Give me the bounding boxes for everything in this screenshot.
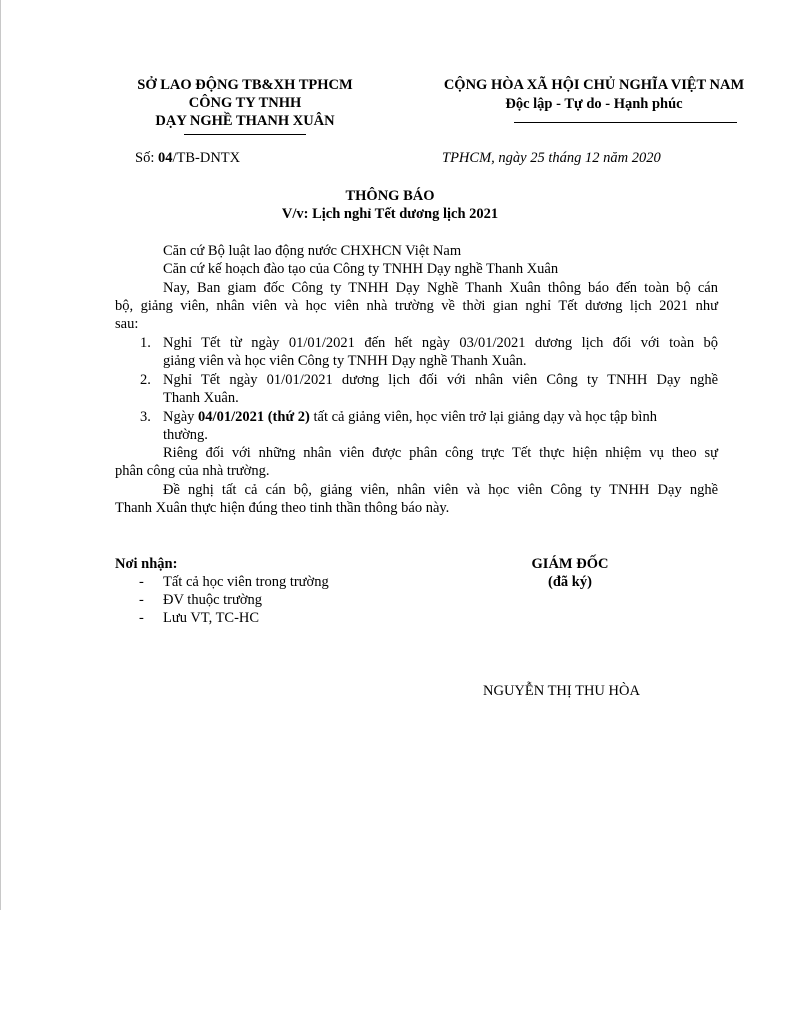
signer-name: NGUYỄN THỊ THU HÒA bbox=[483, 683, 640, 699]
page-left-edge bbox=[0, 0, 1, 910]
company-type: CÔNG TY TNHH bbox=[188, 95, 302, 111]
recipient-item: Tất cả học viên trong trường bbox=[163, 574, 329, 590]
header-left-underline bbox=[184, 134, 306, 135]
basis-line: Căn cứ kế hoạch đào tạo của Công ty TNHH Dạy nghề Thanh Xuân bbox=[163, 261, 559, 277]
item-text: Nghỉ Tết từ ngày 01/01/2021 đến hết ngày 03/01/2021 dương lịch đối với toàn bộ bbox=[163, 335, 718, 351]
item-text: Thanh Xuân. bbox=[163, 390, 239, 406]
recipient-item: ĐV thuộc trường bbox=[163, 592, 263, 608]
recipient-bullet: - bbox=[139, 574, 144, 590]
request-paragraph-line: Thanh Xuân thực hiện đúng theo tinh thần thông báo này. bbox=[115, 500, 450, 516]
document-title: THÔNG BÁO bbox=[345, 188, 435, 204]
item-text: Nghỉ Tết ngày 01/01/2021 dương lịch đối với nhân viên Công ty TNHH Dạy nghề bbox=[163, 372, 718, 388]
company-name: DẠY NGHỀ THANH XUÂN bbox=[155, 113, 335, 129]
item-text: thường. bbox=[163, 427, 208, 443]
basis-line: Căn cứ Bộ luật lao động nước CHXHCN Việt Nam bbox=[163, 243, 462, 259]
document-number: Số: 04/TB-DNTX bbox=[135, 150, 241, 166]
signed-note: (đã ký) bbox=[548, 574, 592, 590]
duty-paragraph-line: phân công của nhà trường. bbox=[115, 463, 270, 479]
national-title: CỘNG HÒA XÃ HỘI CHỦ NGHĨA VIỆT NAM bbox=[443, 77, 745, 93]
document-subject: V/v: Lịch nghỉ Tết dương lịch 2021 bbox=[281, 206, 499, 222]
request-paragraph-line: Đề nghị tất cả cán bộ, giảng viên, nhân viên và học viên Công ty TNHH Dạy nghề bbox=[163, 482, 718, 498]
recipient-item: Lưu VT, TC-HC bbox=[163, 610, 260, 626]
item-number: 2. bbox=[140, 372, 151, 388]
signer-title: GIÁM ĐỐC bbox=[531, 556, 609, 572]
item-text: Ngày 04/01/2021 (thứ 2) tất cả giảng viên, học viên trở lại giảng dạy và học tập bình bbox=[163, 409, 657, 425]
intro-line: Nay, Ban giam đốc Công ty TNHH Dạy Nghề Thanh Xuân thông báo đến toàn bộ cán bbox=[163, 280, 718, 296]
recipient-bullet: - bbox=[139, 610, 144, 626]
duty-paragraph-line: Riêng đối với những nhân viên được phân công trực Tết thực hiện nhiệm vụ theo sự bbox=[163, 445, 718, 461]
item-text: giảng viên và học viên Công ty TNHH Dạy nghề Thanh Xuân. bbox=[163, 353, 527, 369]
document-date: TPHCM, ngày 25 tháng 12 năm 2020 bbox=[442, 150, 661, 166]
item-number: 1. bbox=[140, 335, 151, 351]
recipient-bullet: - bbox=[139, 592, 144, 608]
intro-line: bộ, giảng viên, nhân viên và học viên nhà trường về thời gian nghỉ Tết dương lịch 2021 như bbox=[115, 298, 718, 314]
header-right-underline bbox=[514, 122, 737, 123]
national-motto: Độc lập - Tự do - Hạnh phúc bbox=[505, 96, 683, 112]
agency-name: SỞ LAO ĐỘNG TB&XH TPHCM bbox=[137, 77, 353, 93]
intro-line: sau: bbox=[115, 316, 139, 332]
recipients-label: Nơi nhận: bbox=[115, 556, 178, 572]
item-number: 3. bbox=[140, 409, 151, 425]
